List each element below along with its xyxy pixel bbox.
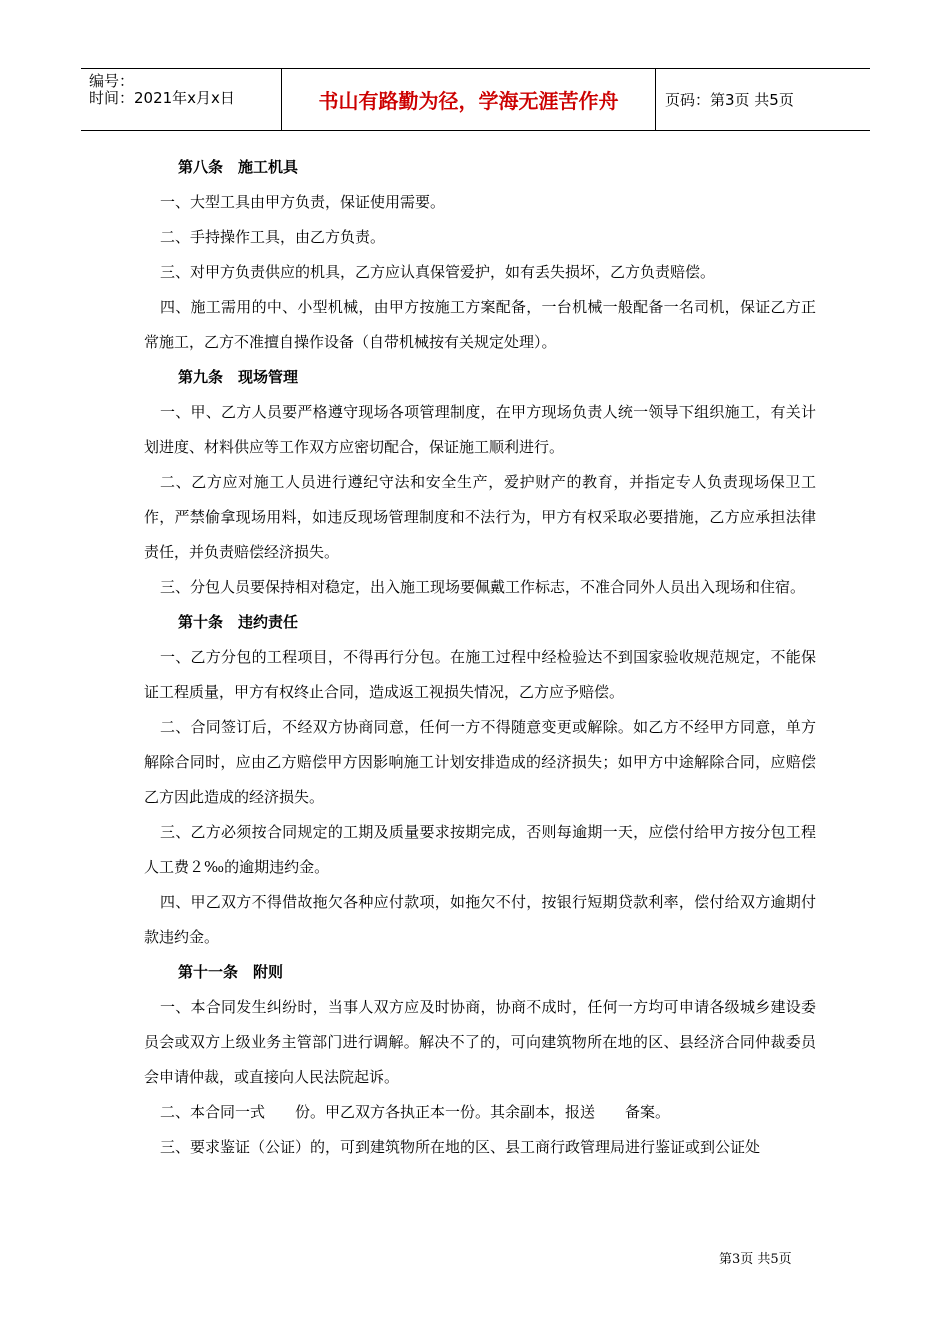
- document-body: [144, 150, 816, 1165]
- paragraph: 二、乙方应对施工人员进行遵纪守法和安全生产，爱护财产的教育，并指定专人负责现场保卫工作，严禁偷拿现场用料，如违反现场管理制度和不法行为，甲方有权采取必要措施，乙方应承担法律责任，并负责赔偿经济损失。: [144, 473, 816, 561]
- article-title: 第九条 现场管理: [178, 368, 299, 386]
- paragraph: 三、要求鉴证（公证）的，可到建筑物所在地的区、县工商行政管理局进行鉴证或到公证处: [160, 1138, 761, 1156]
- paragraph: 四、甲乙双方不得借故拖欠各种应付款项，如拖欠不付，按银行短期贷款利率，偿付给双方逾期付款违约金。: [144, 893, 816, 946]
- paragraph: 一、甲、乙方人员要严格遵守现场各项管理制度，在甲方现场负责人统一领导下组织施工，有关计划进度、材料供应等工作双方应密切配合，保证施工顺利进行。: [144, 403, 816, 456]
- paragraph: 三、对甲方负责供应的机具，乙方应认真保管爱护，如有丢失损坏，乙方负责赔偿。: [160, 263, 716, 281]
- header-meta: [81, 69, 281, 130]
- paragraph: 三、分包人员要保持相对稳定，出入施工现场要佩戴工作标志，不准合同外人员出入现场和住宿。: [160, 578, 806, 596]
- paragraph: 二、手持操作工具，由乙方负责。: [160, 228, 386, 246]
- section-article-9: [144, 360, 816, 605]
- paragraph: 一、乙方分包的工程项目，不得再行分包。在施工过程中经检验达不到国家验收规范规定，不能保证工程质量，甲方有权终止合同，造成返工视损失情况，乙方应予赔偿。: [144, 648, 816, 701]
- paragraph: 一、本合同发生纠纷时，当事人双方应及时协商，协商不成时，任何一方均可申请各级城乡建设委员会或双方上级业务主管部门进行调解。解决不了的，可向建筑物所在地的区、县经济合同仲裁委员会申请仲裁，或直接向人民法院起诉。: [144, 998, 816, 1086]
- header-divider: [655, 69, 656, 130]
- section-article-11: [144, 955, 816, 1165]
- header-motto: 书山有路勤为径，学海无涯苦作舟: [318, 89, 619, 113]
- section-article-10: [144, 605, 816, 955]
- paragraph: 一、大型工具由甲方负责，保证使用需要。: [160, 193, 446, 211]
- paragraph: 二、合同签订后，不经双方协商同意，任何一方不得随意变更或解除。如乙方不经甲方同意，单方解除合同时，应由乙方赔偿甲方因影响施工计划安排造成的经济损失；如甲方中途解除合同，应赔偿乙方因此造成的经济损失。: [144, 718, 816, 806]
- article-title: 第十一条 附则: [178, 963, 284, 981]
- paragraph: 三、乙方必须按合同规定的工期及质量要求按期完成，否则每逾期一天，应偿付给甲方按分包工程人工费２‰的逾期违约金。: [144, 823, 816, 876]
- header-page-label: 页码：第3页 共5页: [665, 91, 794, 109]
- paragraph: 二、本合同一式 份。甲乙双方各执正本一份。其余副本，报送 备案。: [160, 1103, 671, 1121]
- paragraph: 四、施工需用的中、小型机械，由甲方按施工方案配备，一台机械一般配备一名司机，保证乙方正常施工，乙方不准擅自操作设备（自带机械按有关规定处理）。: [144, 298, 816, 351]
- article-title: 第十条 违约责任: [178, 613, 299, 631]
- number-label: 编号：: [89, 72, 135, 90]
- page-footer: 第3页 共5页: [719, 1252, 792, 1267]
- article-title: 第八条 施工机具: [178, 158, 299, 176]
- page-header: [81, 68, 870, 131]
- section-article-8: [144, 150, 816, 360]
- time-label: 时间：2021年x月x日: [89, 89, 235, 107]
